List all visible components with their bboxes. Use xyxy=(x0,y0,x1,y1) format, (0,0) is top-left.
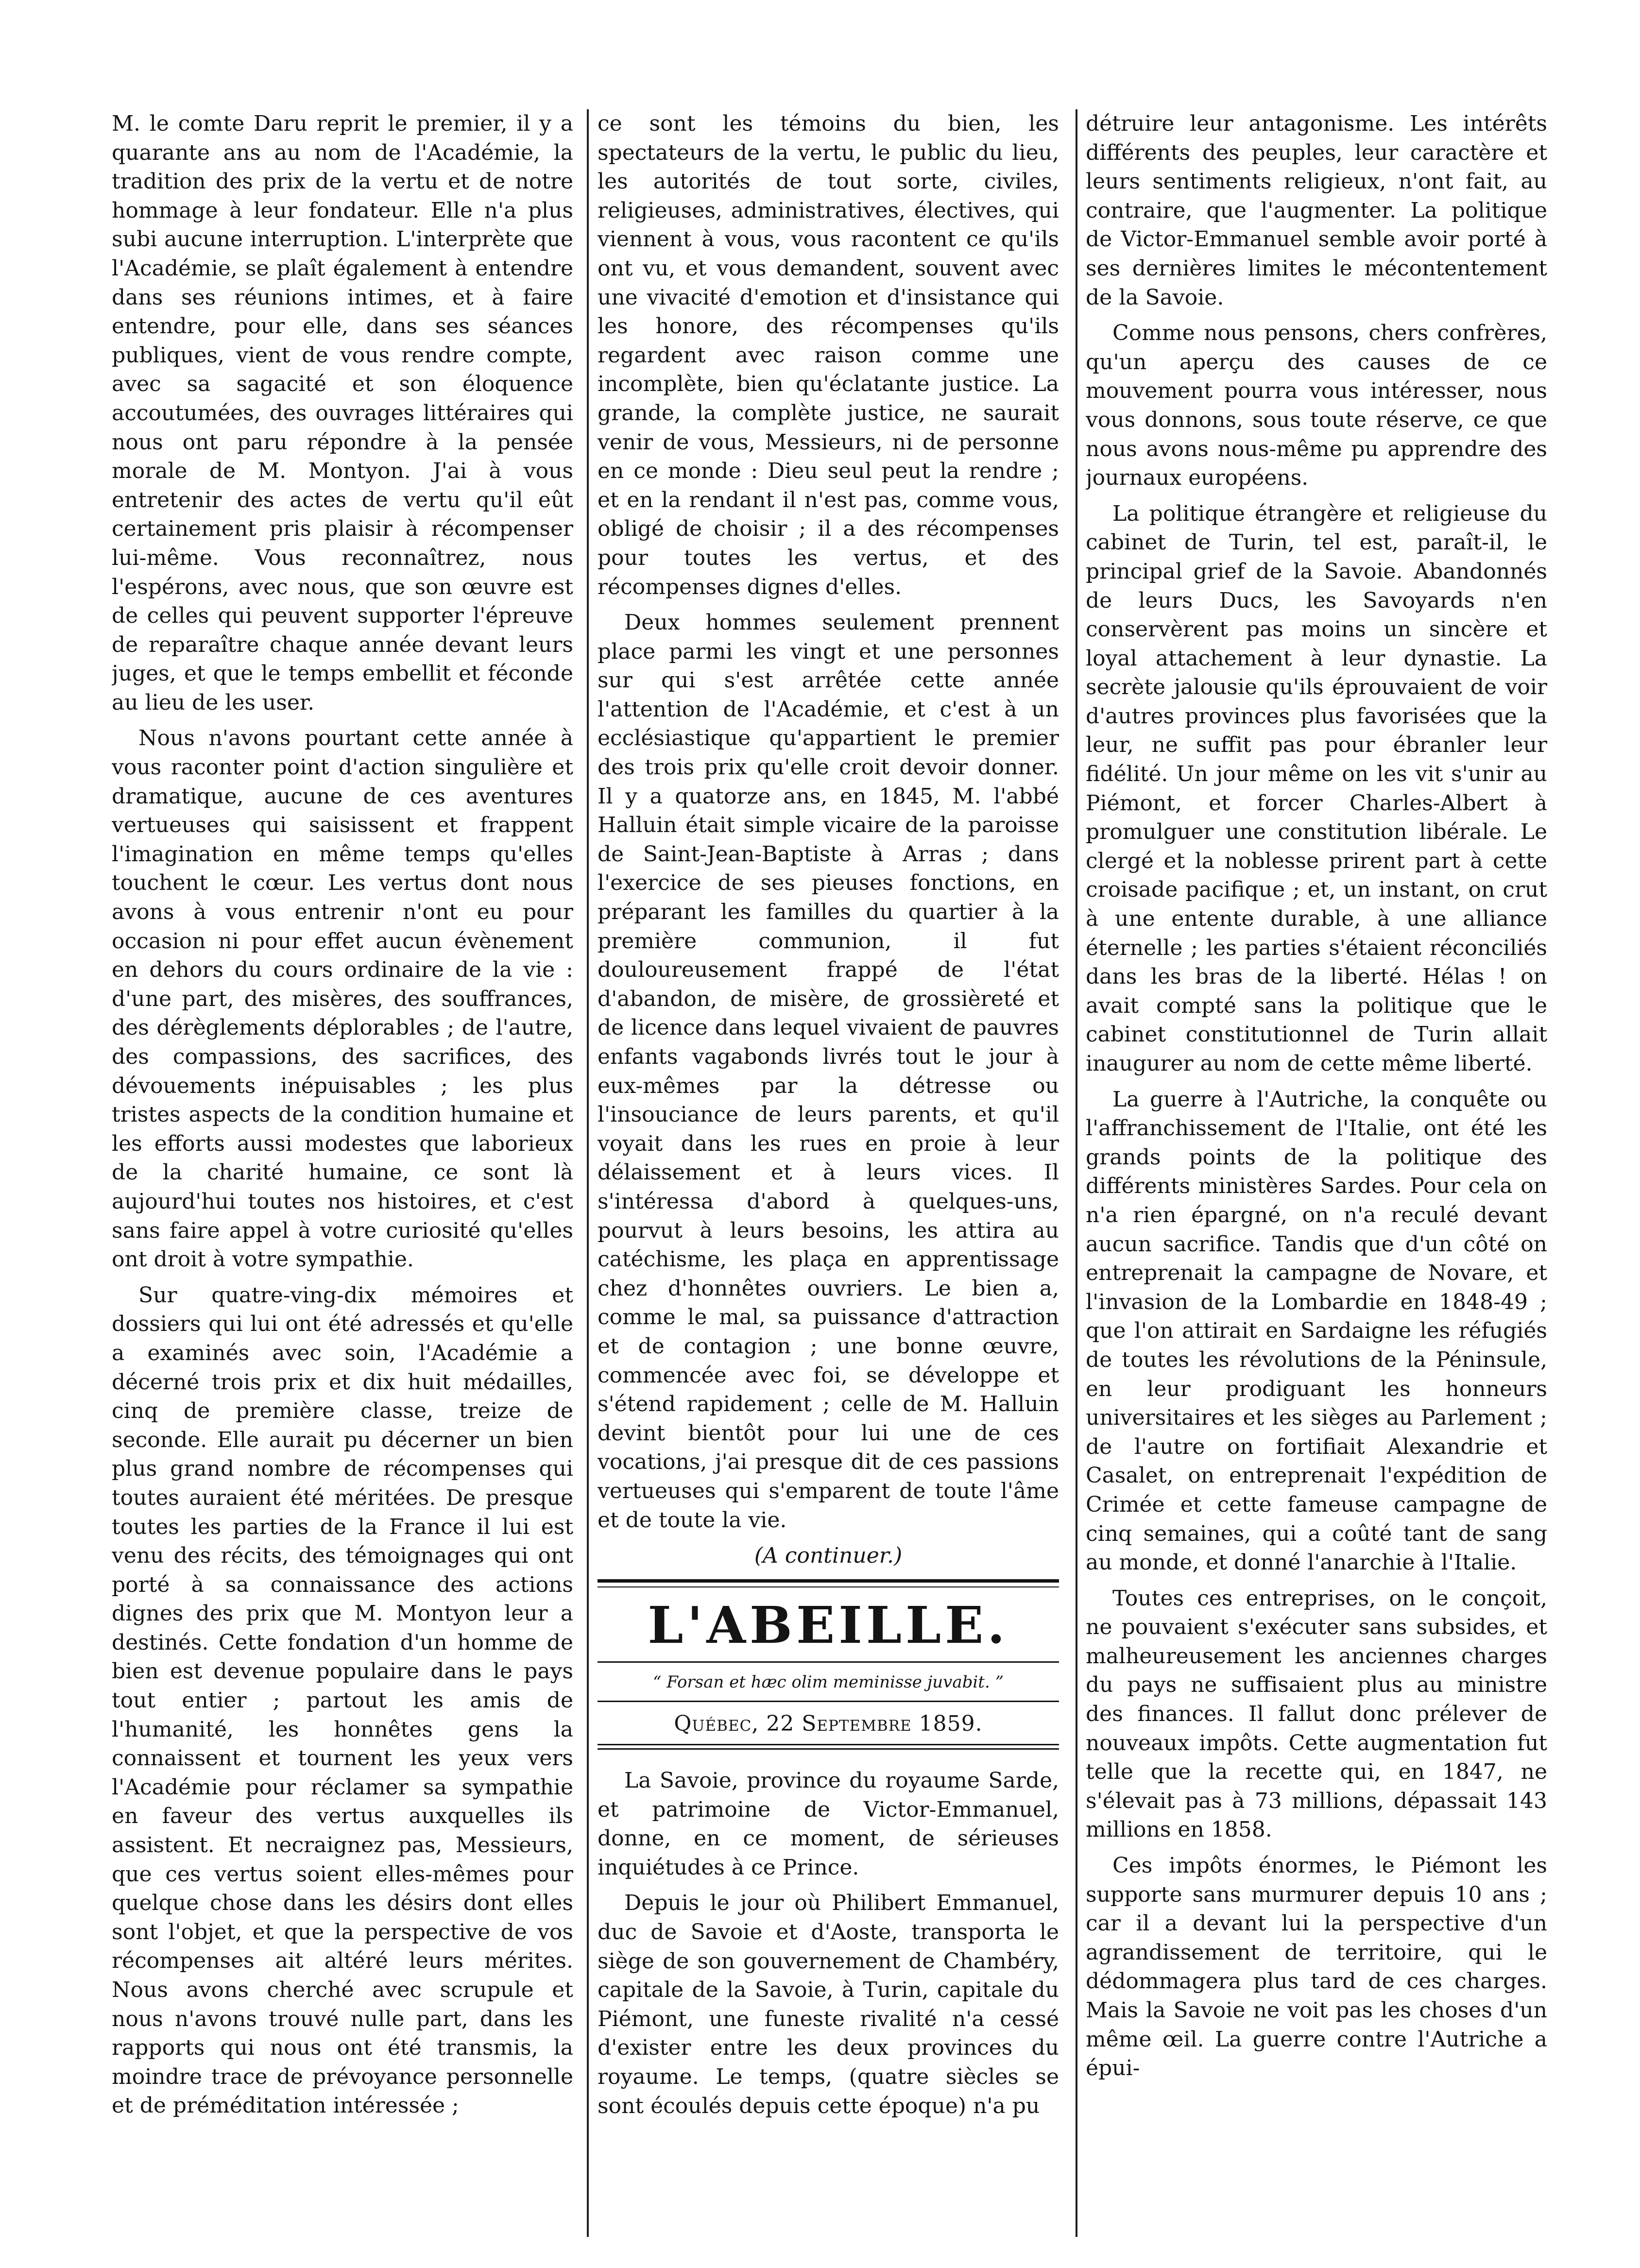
article-paragraph: Comme nous pensons, chers confrères, qu'un aperçu des causes de ce mouvement pourra vous intéresser, nous vous donnons, sous toute réserve, ce que nous avons nous-même pu apprendre des journaux européens. xyxy=(1086,321,1547,491)
continuation-note: (A continuer.) xyxy=(754,1543,903,1569)
column-3 xyxy=(1086,109,1547,2237)
article-paragraph: La politique étrangère et religieuse du cabinet de Turin, tel est, paraît-il, le principal grief de la Savoie. Abandonnés de leurs Ducs, les Savoyards n'en conservèrent pas moins un sincère et loyal attachement à leur dynastie. La secrète jalousie qu'ils éprouvaient de voir d'autres provinces plus favorisées que la leur, ne suffit pas pour ébranler leur fidélité. Un jour même on les vit s'unir au Piémont, et forcer Charles-Albert à promulguer une constitution libérale. Le clergé et la noblesse prirent part à cette croisade pacifique ; et, un instant, on crut à une entente durable, à une alliance éternelle ; les parties s'étaient réconciliés dans les bras de la liberté. Hélas ! on avait compté sans la politique que le cabinet constitutionnel de Turin allait inaugurer au nom de cette même liberté. xyxy=(1086,501,1547,1076)
masthead-title: L'ABEILLE. xyxy=(648,1595,1009,1655)
article-paragraph: La guerre à l'Autriche, la conquête ou l'affranchissement de l'Italie, ont été les grands points de la politique des différents ministères Sardes. Pour cela on n'a rien épargné, on n'a reculé devant aucun sacrifice. Tandis que d'un côté on entreprenait la campagne de Novare, et l'invasion de la Lombardie en 1848-49 ; que l'on attirait en Sardaigne les réfugiés de toutes les révolutions de la Péninsule, en leur prodiguant les honneurs universitaires et les sièges au Parlement ; de l'autre on fortifiait Alexandrie et Casalet, on entreprenait l'expédition de Crimée et cette fameuse campagne de cinq semaines, qui a coûté tant de sang au monde, et donné l'anarchie à l'Italie. xyxy=(1086,1087,1547,1575)
column-rule-left xyxy=(587,109,589,2237)
masthead-motto: “ Forsan et hæc olim meminisse juvabit. ” xyxy=(653,1672,1004,1692)
dateline-rule xyxy=(598,1744,1059,1750)
dateline: Québec, 22 Septembre 1859. xyxy=(674,1711,983,1737)
article-paragraph: Sur quatre-ving-dix mémoires et dossiers qui lui ont été adressés et qu'elle a examinés avec soin, l'Académie a décerné trois prix et dix huit médailles, cinq de première classe, treize de seconde. Elle aurait pu décerner un bien plus grand nombre de récompenses qui toutes auraient été méritées. De presque toutes les parties de la France il lui est venu des récits, des témoignages qui ont porté à sa connaissance des actions dignes des prix que M. Montyon leur a destinés. Cette fondation d'un homme de bien est devenue populaire dans le pays tout entier ; partout les amis de l'humanité, les honnêtes gens la connaissent et tournent les yeux vers l'Académie pour réclamer sa sympathie en faveur des vertus auxquelles ils assistent. Et necraignez pas, Messieurs, que ces vertus soient elles-mêmes pour quelque chose dans les désirs dont elles sont l'objet, et que la perspective de vos récompenses ait altéré leurs mérites. Nous avons cherché avec scrupule et nous n'avons trouvé nulle part, dans les rapports qui nous ont été transmis, la moindre trace de prévoyance personnelle et de préméditation intéressée ; xyxy=(112,1282,573,2118)
article-paragraph: Deux hommes seulement prennent place parmi les vingt et une personnes sur qui s'est arrêtée cette année l'attention de l'Académie, et c'est à un ecclésiastique qu'appartient le premier des trois prix qu'elle croit devoir donner. Il y a quatorze ans, en 1845, M. l'abbé Halluin était simple vicaire de la paroisse de Saint-Jean-Baptiste à Arras ; dans l'exercice de ses pieuses fonctions, en préparant les familles du quartier à la première communion, il fut douloureusement frappé de l'état d'abandon, de misère, de grossièreté et de licence dans lequel vivaient de pauvres enfants vagabonds livrés tout le jour à eux-mêmes par la détresse ou l'insouciance de leurs parents, et qu'il voyait dans les rues en proie à leur délaissement et à leurs vices. Il s'intéressa d'abord à quelques-uns, pourvut à leurs besoins, les attira au catéchisme, les plaça en apprentissage chez d'honnêtes ouvriers. Le bien a, comme le mal, sa puissance d'attraction et de contagion ; une bonne œuvre, commencée avec foi, se développe et s'étend rapidement ; celle de M. Halluin devint bientôt pour lui une de ces vocations, j'ai presque dit de ces passions vertueuses qui s'emparent de toute l'âme et de toute la vie. xyxy=(598,610,1059,1533)
column-rule-right xyxy=(1076,109,1077,2237)
article-paragraph: Depuis le jour où Philibert Emmanuel, duc de Savoie et d'Aoste, transporta le siège de son gouvernement de Chambéry, capitale de la Savoie, à Turin, capitale du Piémont, une funeste rivalité n'a cessé d'exister entre les deux provinces du royaume. Le temps, (quatre siècles se sont écoulés depuis cette époque) n'a pu xyxy=(598,1891,1059,2118)
column-1 xyxy=(112,109,573,2237)
masthead-top-rule xyxy=(598,1579,1059,1583)
article-paragraph: ce sont les témoins du bien, les spectateurs de la vertu, le public du lieu, les autorités de tout sorte, civiles, religieuses, administratives, électives, qui viennent à vous, vous racontent ce qu'ils ont vu, et vous demandent, souvent avec une vivacité d'emotion et d'insistance qui les honore, des récompenses qu'ils regardent avec raison comme une incomplète, bien qu'éclatante justice. La grande, la complète justice, ne saurait venir de vous, Messieurs, ni de personne en ce monde : Dieu seul peut la rendre ; et en la rendant il n'est pas, comme vous, obligé de choisir ; il a des récompenses pour toutes les vertus, et des récompenses dignes d'elles. xyxy=(598,111,1059,599)
article-paragraph: La Savoie, province du royaume Sarde, et patrimoine de Victor-Emmanuel, donne, en ce moment, de sérieuses inquiétudes à ce Prince. xyxy=(598,1768,1059,1880)
newspaper-page xyxy=(112,109,1550,2237)
masthead-rule xyxy=(598,1661,1059,1663)
article-paragraph: Toutes ces entreprises, on le conçoit, ne pouvaient s'exécuter sans subsides, et malheureusement les anciennes charges du pays ne suffisaient plus au ministre des finances. Il fallut donc prélever de nouveaux impôts. Cette augmentation fut telle que la recette qui, en 1847, ne s'élevait pas à 73 millions, dépassait 143 millions en 1858. xyxy=(1086,1586,1547,1842)
article-paragraph: Ces impôts énormes, le Piémont les supporte sans murmurer depuis 10 ans ; car il a devant lui la perspective d'un agrandissement de territoire, qui le dédommagera plus tard de ces charges. Mais la Savoie ne voit pas les choses d'un même œil. La guerre contre l'Autriche a épui- xyxy=(1086,1853,1547,2081)
masthead-thin-rule xyxy=(598,1586,1059,1587)
article-paragraph: M. le comte Daru reprit le premier, il y a quarante ans au nom de l'Académie, la tradition des prix de la vertu et de notre hommage à leur fondateur. Elle n'a plus subi aucune interruption. L'interprète que l'Académie, se plaît également à entendre dans ses réunions intimes, et à faire entendre, pour elle, dans ses séances publiques, vient de vous rendre compte, avec sa sagacité et son éloquence accoutumées, des ouvrages littéraires qui nous ont paru répondre à la pensée morale de M. Montyon. J'ai à vous entretenir des actes de vertu qu'il eût certainement pris plaisir à récompenser lui-même. Vous reconnaîtrez, nous l'espérons, avec nous, que son œuvre est de celles qui peuvent supporter l'épreuve de reparaître chaque année devant leurs juges, et que le temps embellit et féconde au lieu de les user. xyxy=(112,111,573,715)
column-2 xyxy=(598,109,1059,2237)
article-paragraph: détruire leur antagonisme. Les intérêts différents des peuples, leur caractère et leurs sentiments religieux, n'ont fait, au contraire, que l'augmenter. La politique de Victor-Emmanuel semble avoir porté à ses dernières limites le mécontentement de la Savoie. xyxy=(1086,111,1547,310)
masthead-rule xyxy=(598,1701,1059,1702)
article-paragraph: Nous n'avons pourtant cette année à vous raconter point d'action singulière et dramatique, aucune de ces aventures vertueuses qui saisissent et frappent l'imagination en même temps qu'elles touchent le cœur. Les vertus dont nous avons à vous entrenir n'ont eu pour occasion ni pour effet aucun évènement en dehors du cours ordinaire de la vie : d'une part, des misères, des souffrances, des dérèglements déplorables ; de l'autre, des compassions, des sacrifices, des dévouements inépuisables ; les plus tristes aspects de la condition humaine et les efforts aussi modestes que laborieux de la charité humaine, ce sont là aujourd'hui toutes nos histoires, et c'est sans faire appel à votre curiosité qu'elles ont droit à votre sympathie. xyxy=(112,726,573,1272)
